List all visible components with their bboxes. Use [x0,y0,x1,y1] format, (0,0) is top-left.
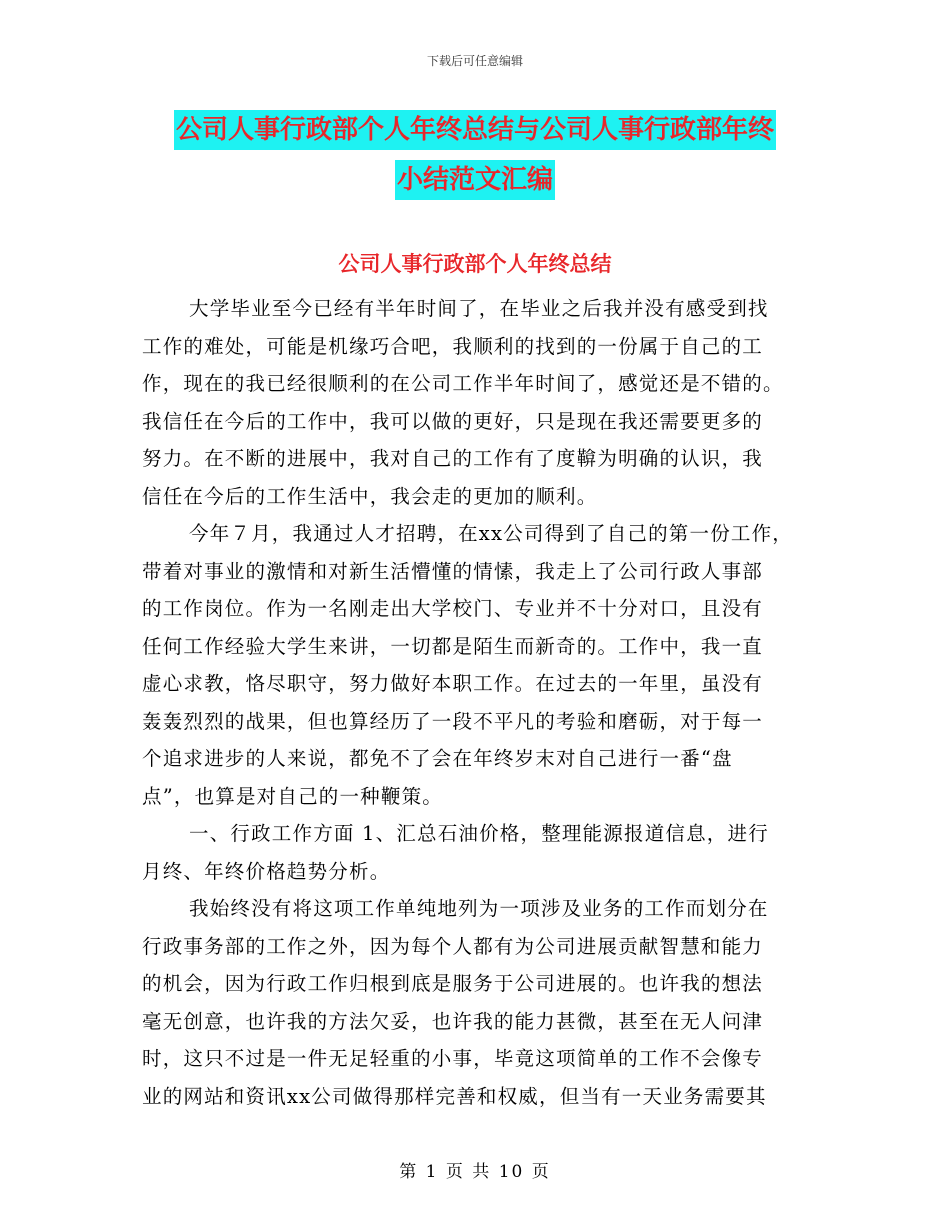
paragraph-3 [142,815,812,890]
text-line: 行政事务部的工作之外，因为每个人都有为公司进展贡献智慧和能力 [142,934,764,958]
text-line: 毫无创意，也许我的方法欠妥，也许我的能力甚微，甚至在无人问津 [142,1009,764,1033]
text-line: 月终、年终价格趋势分析。 [142,859,391,883]
document-title [0,110,950,210]
text-line: 虚心求教，恪尽职守，努力做好本职工作。在过去的一年里，虽没有 [142,672,764,695]
text-line: 任何工作经验大学生来讲，一切都是陌生而新奇的。工作中，我一直 [142,634,764,658]
text-line: 努力。在不断的进展中，我对自己的工作有了度鞥为明确的认识，我 [142,447,764,470]
text-line: 工作的难处，可能是机缘巧合吧，我顺利的找到的一份属于自己的工 [142,334,764,358]
text-line: 今年７月，我通过人才招聘，在xx公司得到了自己的第一份工作， [189,522,793,545]
text-line: 我始终没有将这项工作单纯地列为一项涉及业务的工作而划分在 [189,897,769,920]
text-line: 轰轰烈烈的战果，但也算经历了一段不平凡的考验和磨砺，对于每一 [142,709,764,733]
text-line: 作，现在的我已经很顺利的在公司工作半年时间了，感觉还是不错的。 [142,372,784,395]
page-number: 第 1 页 共 10 页 [399,1162,551,1182]
text-line: 我信任在今后的工作中，我可以做的更好，只是现在我还需要更多的 [142,409,764,433]
section-title: 公司人事行政部个人年终总结 [338,251,612,276]
paragraph-2 [142,515,812,815]
text-line: 业的网站和资讯xx公司做得那样完善和权威，但当有一天业务需要其 [142,1084,767,1108]
text-line: 大学毕业至今已经有半年时间了，在毕业之后我并没有感受到找 [189,297,769,320]
text-line: 的工作岗位。作为一名刚走出大学校门、专业并不十分对口，且没有 [142,597,764,620]
text-line: 个追求进步的人来说，都免不了会在年终岁末对自己进行一番“盘 [142,747,733,770]
text-line: 带着对事业的激情和对新生活懵懂的情愫，我走上了公司行政人事部 [142,559,764,583]
paragraph-1 [142,290,812,515]
text-line: 一、行政工作方面 1、汇总石油价格，整理能源报道信息，进行 [189,822,769,845]
title-line-1: 公司人事行政部个人年终总结与公司人事行政部年终 [174,110,776,150]
body-text [142,290,812,1115]
text-line: 点”，也算是对自己的一种鞭策。 [142,784,443,808]
paragraph-4 [142,890,812,1115]
text-line: 的机会，因为行政工作归根到底是服务于公司进展的。也许我的想法 [142,972,764,995]
text-line: 信任在今后的工作生活中，我会走的更加的顺利。 [142,484,598,508]
text-line: 时，这只不过是一件无足轻重的小事，毕竟这项简单的工作不会像专 [142,1047,764,1070]
header-note: 下载后可任意编辑 [426,54,523,68]
title-line-2: 小结范文汇编 [395,160,555,200]
